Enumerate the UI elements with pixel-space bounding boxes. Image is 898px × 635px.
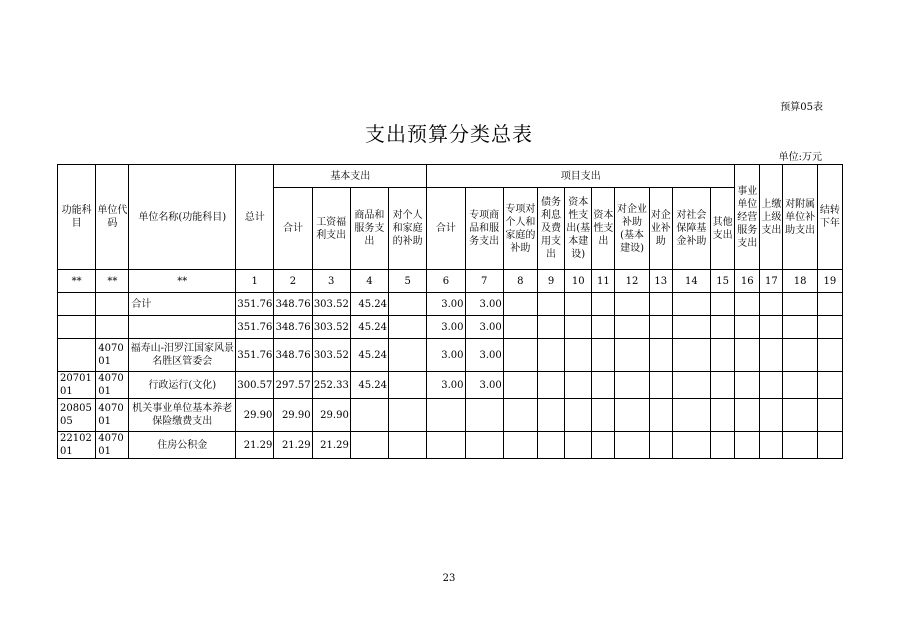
index-cell: ** [129,270,236,293]
value-cell: 45.24 [350,293,388,316]
value-cell [565,432,592,459]
header-project: 合计 [427,188,465,270]
func-code-cell [58,316,96,339]
index-cell: 18 [783,270,817,293]
value-cell [735,432,760,459]
value-cell [565,316,592,339]
value-cell [760,432,783,459]
header-extra: 事业单位经营服务支出 [735,165,760,270]
value-cell [503,432,537,459]
value-cell [389,293,427,316]
value-cell [465,432,503,459]
func-code-cell: 2080505 [58,399,96,432]
index-cell: 11 [592,270,615,293]
value-cell: 3.00 [427,293,465,316]
value-cell: 29.90 [236,399,274,432]
index-cell: 15 [711,270,735,293]
table-row [58,432,843,459]
index-cell: 4 [350,270,388,293]
header-basic: 工资福利支出 [312,188,350,270]
value-cell [592,339,615,372]
func-code-cell [58,339,96,372]
index-cell: 10 [565,270,592,293]
value-cell: 351.76 [236,316,274,339]
value-cell [672,316,710,339]
header-project: 对企业补助 [649,188,672,270]
value-cell: 348.76 [274,339,312,372]
header-project: 对社会保障基金补助 [672,188,710,270]
value-cell [537,293,564,316]
func-code-cell [58,293,96,316]
value-cell [389,372,427,399]
index-cell: 16 [735,270,760,293]
header-project: 对企业补助(基本建设) [615,188,649,270]
value-cell [592,372,615,399]
value-cell [350,432,388,459]
value-cell [615,432,649,459]
index-cell: ** [96,270,129,293]
value-cell: 3.00 [465,372,503,399]
value-cell [615,339,649,372]
table-code: 预算05表 [780,102,823,113]
value-cell [649,372,672,399]
func-code-cell: 2210201 [58,432,96,459]
value-cell: 3.00 [465,339,503,372]
value-cell [711,316,735,339]
value-cell [711,372,735,399]
index-cell: ** [58,270,96,293]
value-cell [389,339,427,372]
header-project: 债务利息及费用支出 [537,188,564,270]
unit-code-cell [96,293,129,316]
budget-table [57,164,843,459]
index-cell: 2 [274,270,312,293]
value-cell: 3.00 [465,293,503,316]
unit-code-cell [96,316,129,339]
header-extra: 结转下年 [817,165,842,270]
value-cell [711,293,735,316]
table-row [58,339,843,372]
value-cell [783,432,817,459]
unit-code-cell: 407001 [96,339,129,372]
unit-code-cell: 407001 [96,432,129,459]
value-cell [817,316,842,339]
index-cell: 7 [465,270,503,293]
value-cell: 45.24 [350,316,388,339]
header-project: 资本性支出(基本建设) [565,188,592,270]
value-cell [389,432,427,459]
value-cell [465,399,503,432]
value-cell [565,293,592,316]
value-cell [817,399,842,432]
value-cell [672,399,710,432]
table-row [58,316,843,339]
index-cell: 14 [672,270,710,293]
value-cell [537,372,564,399]
header-extra: 上缴上级支出 [760,165,783,270]
value-cell [783,372,817,399]
func-code-cell: 2070101 [58,372,96,399]
index-cell: 3 [312,270,350,293]
value-cell: 3.00 [465,316,503,339]
value-cell [503,293,537,316]
header-unit-name: 单位名称(功能科目) [129,165,236,270]
value-cell [649,399,672,432]
value-cell: 252.33 [312,372,350,399]
value-cell [615,372,649,399]
unit-name-cell: 行政运行(文化) [129,372,236,399]
value-cell: 21.29 [274,432,312,459]
value-cell [783,293,817,316]
value-cell [427,432,465,459]
value-cell [735,339,760,372]
value-cell [592,432,615,459]
value-cell [760,316,783,339]
page-number: 23 [442,573,456,584]
value-cell [565,339,592,372]
value-cell [565,399,592,432]
value-cell: 297.57 [274,372,312,399]
value-cell [427,399,465,432]
value-cell: 21.29 [236,432,274,459]
value-cell [350,399,388,432]
index-cell: 19 [817,270,842,293]
value-cell [735,372,760,399]
index-cell: 6 [427,270,465,293]
header-extra: 对附属单位补助支出 [783,165,817,270]
unit-name-cell: 福寿山-汨罗江国家风景名胜区管委会 [129,339,236,372]
value-cell [783,339,817,372]
value-cell [760,339,783,372]
index-row [58,270,843,293]
value-cell: 3.00 [427,372,465,399]
value-cell [817,339,842,372]
table-row [58,372,843,399]
index-cell: 9 [537,270,564,293]
value-cell: 300.57 [236,372,274,399]
value-cell [503,372,537,399]
value-cell [592,316,615,339]
unit-name-cell: 机关事业单位基本养老保险缴费支出 [129,399,236,432]
value-cell [672,293,710,316]
value-cell [711,339,735,372]
value-cell [672,432,710,459]
header-func-subject: 功能科目 [58,165,96,270]
header-basic: 商品和服务支出 [350,188,388,270]
value-cell [711,399,735,432]
index-cell: 17 [760,270,783,293]
unit-name-cell: 住房公积金 [129,432,236,459]
value-cell: 303.52 [312,293,350,316]
unit-label: 单位:万元 [778,152,822,163]
unit-name-cell: 合计 [129,293,236,316]
header-project: 其他支出 [711,188,735,270]
index-cell: 8 [503,270,537,293]
header-basic-group: 基本支出 [274,165,427,188]
index-cell: 1 [236,270,274,293]
value-cell: 3.00 [427,316,465,339]
value-cell [783,316,817,339]
value-cell [783,399,817,432]
value-cell: 45.24 [350,339,388,372]
value-cell [735,316,760,339]
header-total: 总计 [236,165,274,270]
header-project: 资本性支出 [592,188,615,270]
value-cell [760,372,783,399]
value-cell: 45.24 [350,372,388,399]
value-cell: 348.76 [274,316,312,339]
value-cell [615,293,649,316]
value-cell [615,399,649,432]
value-cell: 3.00 [427,339,465,372]
value-cell [592,399,615,432]
value-cell: 351.76 [236,293,274,316]
value-cell [503,316,537,339]
value-cell [672,339,710,372]
unit-name-cell [129,316,236,339]
value-cell [735,399,760,432]
table-body [58,293,843,459]
header-basic: 合计 [274,188,312,270]
value-cell [537,399,564,432]
unit-code-cell: 407001 [96,372,129,399]
value-cell [503,399,537,432]
value-cell [711,432,735,459]
header-basic: 对个人和家庭的补助 [389,188,427,270]
index-cell: 12 [615,270,649,293]
header-project: 专项对个人和家庭的补助 [503,188,537,270]
value-cell: 303.52 [312,339,350,372]
value-cell [817,372,842,399]
value-cell [565,372,592,399]
value-cell [503,339,537,372]
value-cell [817,432,842,459]
value-cell [649,339,672,372]
value-cell [672,372,710,399]
value-cell [735,293,760,316]
value-cell: 303.52 [312,316,350,339]
value-cell [389,316,427,339]
page-title: 支出预算分类总表 [365,122,533,146]
value-cell: 29.90 [312,399,350,432]
value-cell: 348.76 [274,293,312,316]
value-cell [537,339,564,372]
index-cell: 5 [389,270,427,293]
value-cell [649,293,672,316]
table-row [58,293,843,316]
value-cell: 29.90 [274,399,312,432]
index-cell: 13 [649,270,672,293]
value-cell [537,432,564,459]
value-cell [649,316,672,339]
value-cell: 21.29 [312,432,350,459]
value-cell [592,293,615,316]
value-cell [537,316,564,339]
value-cell [615,316,649,339]
header-project-group: 项目支出 [427,165,735,188]
value-cell: 351.76 [236,339,274,372]
value-cell [649,432,672,459]
value-cell [389,399,427,432]
unit-code-cell: 407001 [96,399,129,432]
value-cell [817,293,842,316]
header-project: 专项商品和服务支出 [465,188,503,270]
header-unit-code: 单位代码 [96,165,129,270]
table-row [58,399,843,432]
value-cell [760,399,783,432]
value-cell [760,293,783,316]
